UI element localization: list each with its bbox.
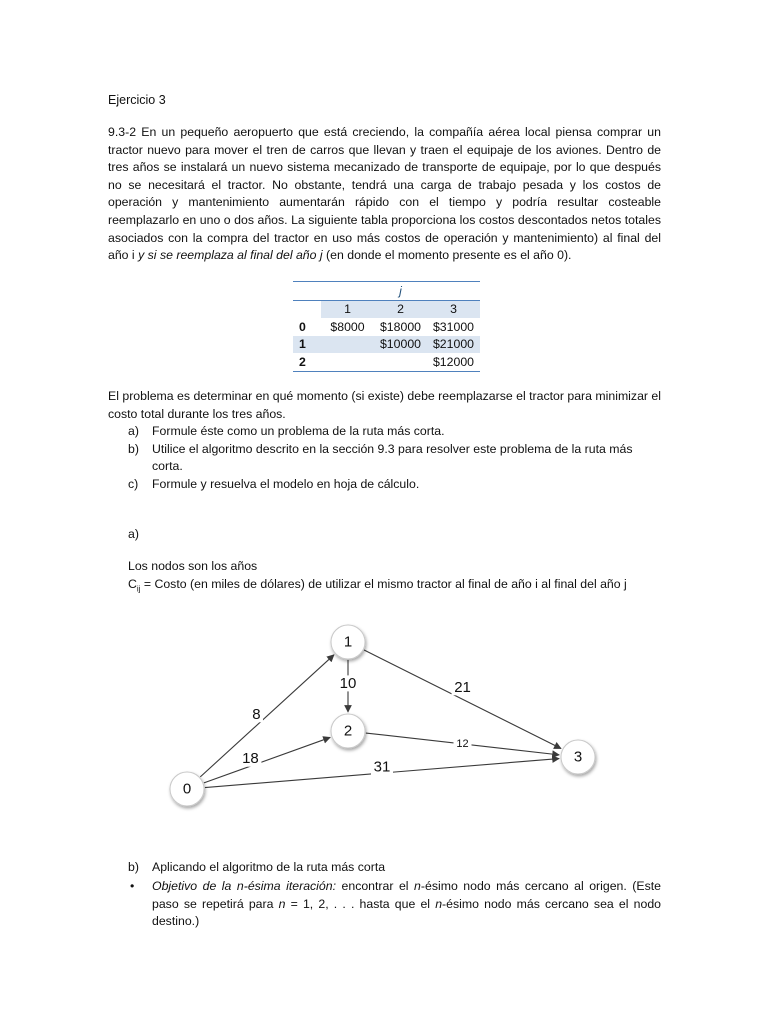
graph-nodes	[170, 625, 595, 806]
shortest-path-graph	[0, 600, 768, 830]
cost-definition	[128, 577, 627, 593]
list-marker: a)	[128, 424, 139, 438]
section-b-title: Aplicando el algoritmo de la ruta más corta	[152, 860, 386, 874]
problem-text-end: (en donde el momento presente es el año 0).	[322, 248, 572, 263]
cost-table-title-row	[293, 282, 480, 301]
list-item	[128, 423, 661, 441]
list-marker: b)	[128, 441, 139, 456]
objective-text: Objetivo de la n-ésima iteración: encontrar el n-ésimo nodo más cercano al origen. (Este paso se repetirá para n = 1, 2, . . . hasta que el n-ésimo nodo más cercano sea el nodo destino.)	[152, 879, 662, 929]
cost-symbol: C	[128, 577, 137, 591]
graph-node-0	[170, 772, 204, 806]
task-list	[128, 423, 661, 493]
graph-edge-0-1	[200, 655, 334, 777]
section-b-heading	[128, 860, 661, 874]
table-cell	[374, 353, 427, 371]
table-cell: $10000	[374, 336, 427, 354]
table-cell	[321, 336, 374, 354]
section-b-marker: b)	[128, 860, 139, 874]
list-item-text: Utilice el algoritmo descrito en la sección 9.3 para resolver este problema de la ruta más corta.	[152, 441, 633, 474]
cost-table-col-header: 3	[427, 300, 480, 318]
cost-table-row-label: 0	[299, 319, 306, 334]
cost-table-row-label: 2	[293, 353, 321, 371]
table-cell: $18000	[379, 319, 422, 334]
cost-subscript: ij	[136, 584, 141, 594]
problem-text: 9.3-2 En un pequeño aeropuerto que está creciendo, la compañía aérea local piensa comprar un tractor nuevo para mover el tren de carros que llevan y traen el equipaje de los aviones. Dentro de tres años se instalará un nuevo sistema mecanizado de transporte de equipaje, por lo que después no se necesitará el tractor. No obstante, tendrá una carga de trabajo pesada y los costos de operación y mantenimiento aumentarán rápido con el tiempo y podría resultar costeable reemplazarlo en uno o dos años. La siguiente tabla proporciona los costos descontados netos totales asociados con la compra del tractor en uso más costos de operación y mantenimiento) al final del año i	[108, 125, 661, 263]
graph-node-2	[331, 714, 365, 748]
graph-node-1	[331, 625, 365, 659]
section-a-label: a)	[128, 527, 139, 541]
edge-weight-0-2: 18	[242, 750, 259, 768]
list-item	[128, 441, 661, 476]
edge-weight-2-3: 12	[456, 737, 469, 750]
cost-table-col-header: 2	[374, 300, 427, 318]
table-cell	[321, 353, 374, 371]
table-cell: $8000	[330, 319, 365, 334]
problem-statement	[108, 124, 661, 265]
edge-weight-0-1: 8	[252, 705, 261, 723]
edge-weight-1-3: 21	[454, 678, 471, 696]
cost-definition-text: = Costo (en miles de dólares) de utilizar el mismo tractor al final de año i al final del año j	[140, 577, 627, 591]
graph-node-label: 1	[343, 633, 353, 651]
cost-table-row-label: 1	[293, 336, 321, 354]
bullet-icon: •	[130, 879, 135, 893]
graph-edge-1-3	[364, 650, 561, 748]
graph-node-label: 2	[343, 722, 353, 740]
table-cell: $21000	[427, 336, 480, 354]
graph-node-label: 3	[573, 748, 583, 766]
problem-text-italic: y si se reemplaza al final del año j	[134, 248, 323, 263]
edge-weight-0-3: 31	[373, 758, 391, 776]
cost-table	[293, 281, 480, 372]
list-item-text: Formule y resuelva el modelo en hoja de cálculo.	[152, 476, 420, 491]
cost-table-header-row	[293, 300, 480, 318]
table-row	[293, 318, 480, 336]
list-item-text: Formule éste como un problema de la ruta más corta.	[152, 424, 445, 438]
graph-edge-0-2	[204, 737, 330, 782]
table-row	[293, 353, 480, 371]
algorithm-objective	[128, 878, 661, 931]
table-row	[293, 336, 480, 354]
list-item	[128, 476, 661, 494]
edge-weight-1-2: 10	[339, 674, 357, 692]
problem-question: El problema es determinar en qué momento (si existe) debe reemplazarse el tractor para minimizar el costo total durante los tres años.	[108, 389, 661, 421]
graph-node-label: 0	[182, 780, 192, 798]
exercise-heading: Ejercicio 3	[108, 93, 166, 107]
table-cell: $31000	[432, 319, 475, 334]
cost-table-column-title: j	[321, 282, 480, 301]
list-marker: c)	[128, 476, 139, 491]
table-cell: $12000	[427, 353, 480, 371]
cost-table-col-header: 1	[321, 300, 374, 318]
graph-node-3	[561, 740, 595, 774]
nodes-description: Los nodos son los años	[128, 559, 258, 573]
